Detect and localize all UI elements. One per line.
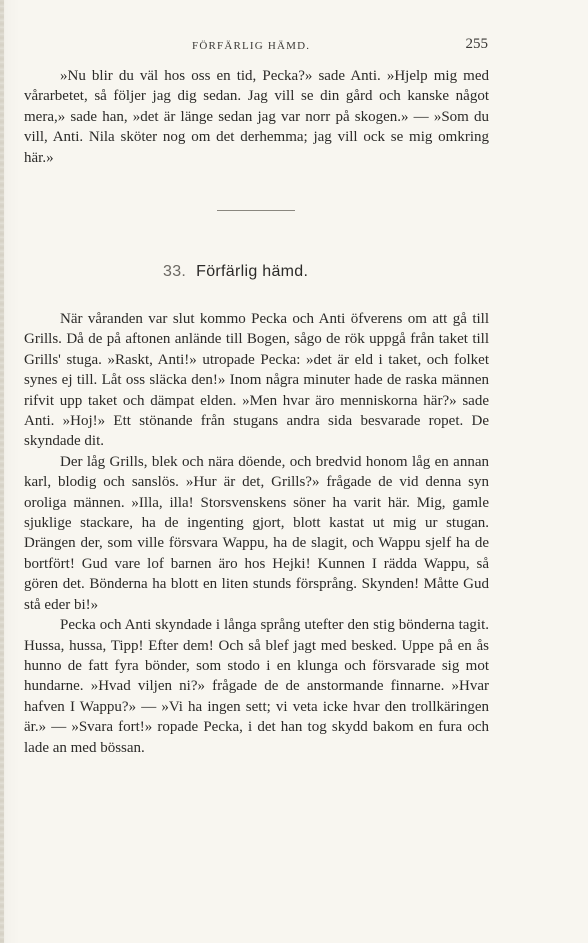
page-number: 255 [465, 36, 488, 52]
section-divider [217, 210, 295, 211]
running-header [24, 38, 488, 54]
chapter-heading [163, 263, 308, 281]
chapter-body [24, 309, 489, 758]
running-title: FÖRFÄRLIG HÄMD. [192, 40, 311, 52]
paragraph: Pecka och Anti skyndade i långa språng utefter den stig bönderna tagit. Hussa, hussa, Tipp! Efter dem! Och så blef jagt med besked. Uppe på en ås hunno de fatt fyra bönder, som stodo i en klunga och försvarade sig mot hundarne. »Hvad viljen ni?» frågade de de anstormande finnarne. »Hvar hafven I Wappu?» — »Vi ha ingen sett; vi veta icke hvar den trollkäringen är.» — »Svara fort!» ropade Pecka, i det han tog skydd bakom en fura och lade an med bössan. [24, 617, 489, 756]
paragraph: När våranden var slut kommo Pecka och Anti öfverens om att gå till Grills. Då de på aftonen anlände till Bogen, sågo de rök uppgå från taket till Grills' stuga. »Raskt, Anti!» utropade Pecka: »det är eld i taket, och folket synes ej till. Låt oss släcka den!» Inom några minuter hade de raska männen rifvit upp taket och dämpat elden. »Men hvar äro menniskorna här?» sade Anti. »Hoj!» Ett stönande från stugans andra sida besvarade ropet. De skyndade dit. [24, 311, 489, 450]
chapter-title: Förfärlig hämd. [196, 263, 309, 280]
paragraph: Der låg Grills, blek och nära döende, och bredvid honom låg en annan karl, blodig och sanslös. »Hur är det, Grills?» frågade de vid denna syn oroliga männen. »Illa, illa! Storsvenskens söner ha varit här. Mig, gamle sjuklige stackare, ha de ingenting gjort, blott kastat ut mig ur stugan. Drängen der, som ville försvara Wappu, ha de slagit, och Wappu sjelf ha de bortfört! Gud vare lof barnen äro hos Hejki! Kunnen I rädda Wappu, så gören det. Bönderna ha blott en liten stunds försprång. Skynden! Måtte Gud stå eder bi!» [24, 453, 489, 613]
page-edge [0, 0, 4, 943]
chapter-number: 33. [163, 263, 187, 280]
paragraph: »Nu blir du väl hos oss en tid, Pecka?» sade Anti. »Hjelp mig med vårarbetet, så följer jag dig sedan. Jag vill se din gård och kanske något mera,» sade han, »det är länge sedan jag var norr på skogen.» — »Som du vill, Anti. Nila sköter nog om det derhemma; jag vill ock se mig omkring här.» [24, 68, 489, 166]
previous-chapter-ending [24, 66, 489, 168]
